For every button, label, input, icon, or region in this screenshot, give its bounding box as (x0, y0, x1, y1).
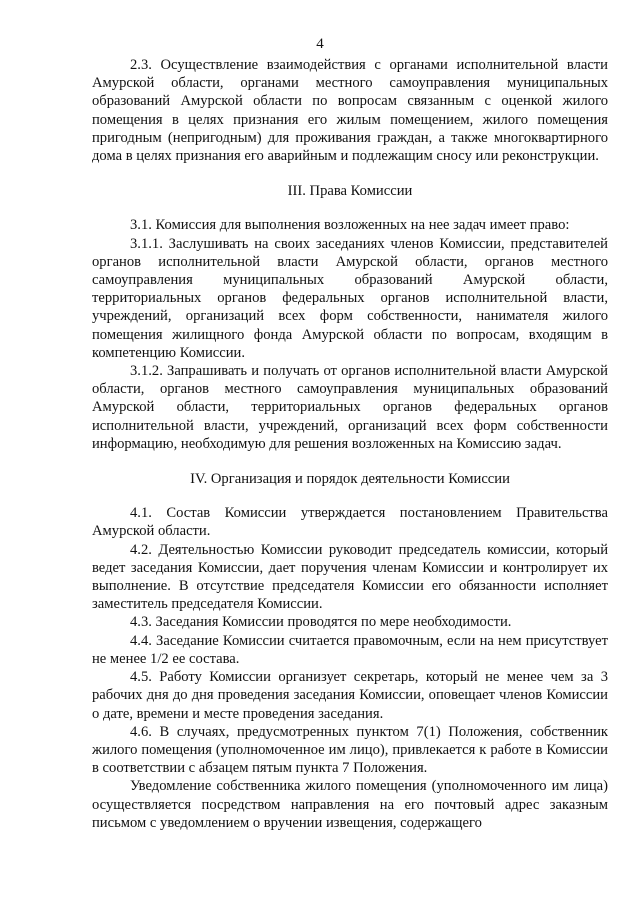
paragraph-4-2: 4.2. Деятельностью Комиссии руководит председатель комиссии, который ведет заседания Комиссии, дает поручения членам Комиссии и контролирует их выполнение. В отсутствие председателя Комиссии его обязанности исполняет заместитель председателя Комиссии. (92, 541, 608, 613)
section-4-heading: IV. Организация и порядок деятельности Комиссии (190, 471, 510, 488)
paragraph-2-3: 2.3. Осуществление взаимодействия с органами исполнительной власти Амурской области, органами местного самоуправления муниципальных образований Амурской области по вопросам связанным с оценкой жилого помещения в целях признания его жилым помещением, жилого помещения пригодным (непригодным) для проживания граждан, а также многоквартирного дома в целях признания его аварийным и подлежащим сносу или реконструкции. (92, 57, 608, 165)
paragraph-3-1: 3.1. Комиссия для выполнения возложенных на нее задач имеет право: (130, 217, 570, 234)
paragraph-4-6: 4.6. В случаях, предусмотренных пунктом 7(1) Положения, собственник жилого помещения (уполномоченное им лицо), привлекается к работе в Комиссии в соответствии с абзацем пятым пункта 7 Положения. (92, 723, 608, 777)
paragraph-3-1-1: 3.1.1. Заслушивать на своих заседаниях членов Комиссии, представителей органов исполнительной власти Амурской области, органов местного самоуправления муниципальных образований Амурской области, территориальных органов федеральных органов исполнительной власти, учреждений, организаций всех форм собственности, нанимателя жилого помещения жилищного фонда Амурской области по вопросам, входящим в компетенцию Комиссии. (92, 235, 608, 361)
paragraph-4-1: 4.1. Состав Комиссии утверждается постановлением Правительства Амурской области. (92, 505, 608, 540)
paragraph-4-3: 4.3. Заседания Комиссии проводятся по мере необходимости. (130, 614, 512, 631)
paragraph-notification: Уведомление собственника жилого помещения (уполномоченного им лица) осуществляется посредством направления на его почтовый адрес заказным письмом с уведомлением о вручении извещения, содержащего (92, 778, 608, 831)
page-number: 4 (316, 36, 324, 52)
section-3-heading: III. Права Комиссии (287, 183, 413, 200)
document-body (92, 56, 608, 832)
paragraph-4-5: 4.5. Работу Комиссии организует секретарь, который не менее чем за 3 рабочих дня до дня проведения заседания Комиссии, оповещает членов Комиссии о дате, времени и месте проведения заседания. (92, 669, 608, 722)
paragraph-3-1-2: 3.1.2. Запрашивать и получать от органов исполнительной власти Амурской области, органов местного самоуправления муниципальных образований Амурской области, территориальных органов федеральных органов исполнительной власти, учреждений, организаций всех форм собственности информацию, необходимую для решения возложенных на Комиссию задач. (92, 363, 608, 452)
paragraph-4-4: 4.4. Заседание Комиссии считается правомочным, если на нем присутствует не менее 1/2 ее состава. (92, 632, 608, 667)
